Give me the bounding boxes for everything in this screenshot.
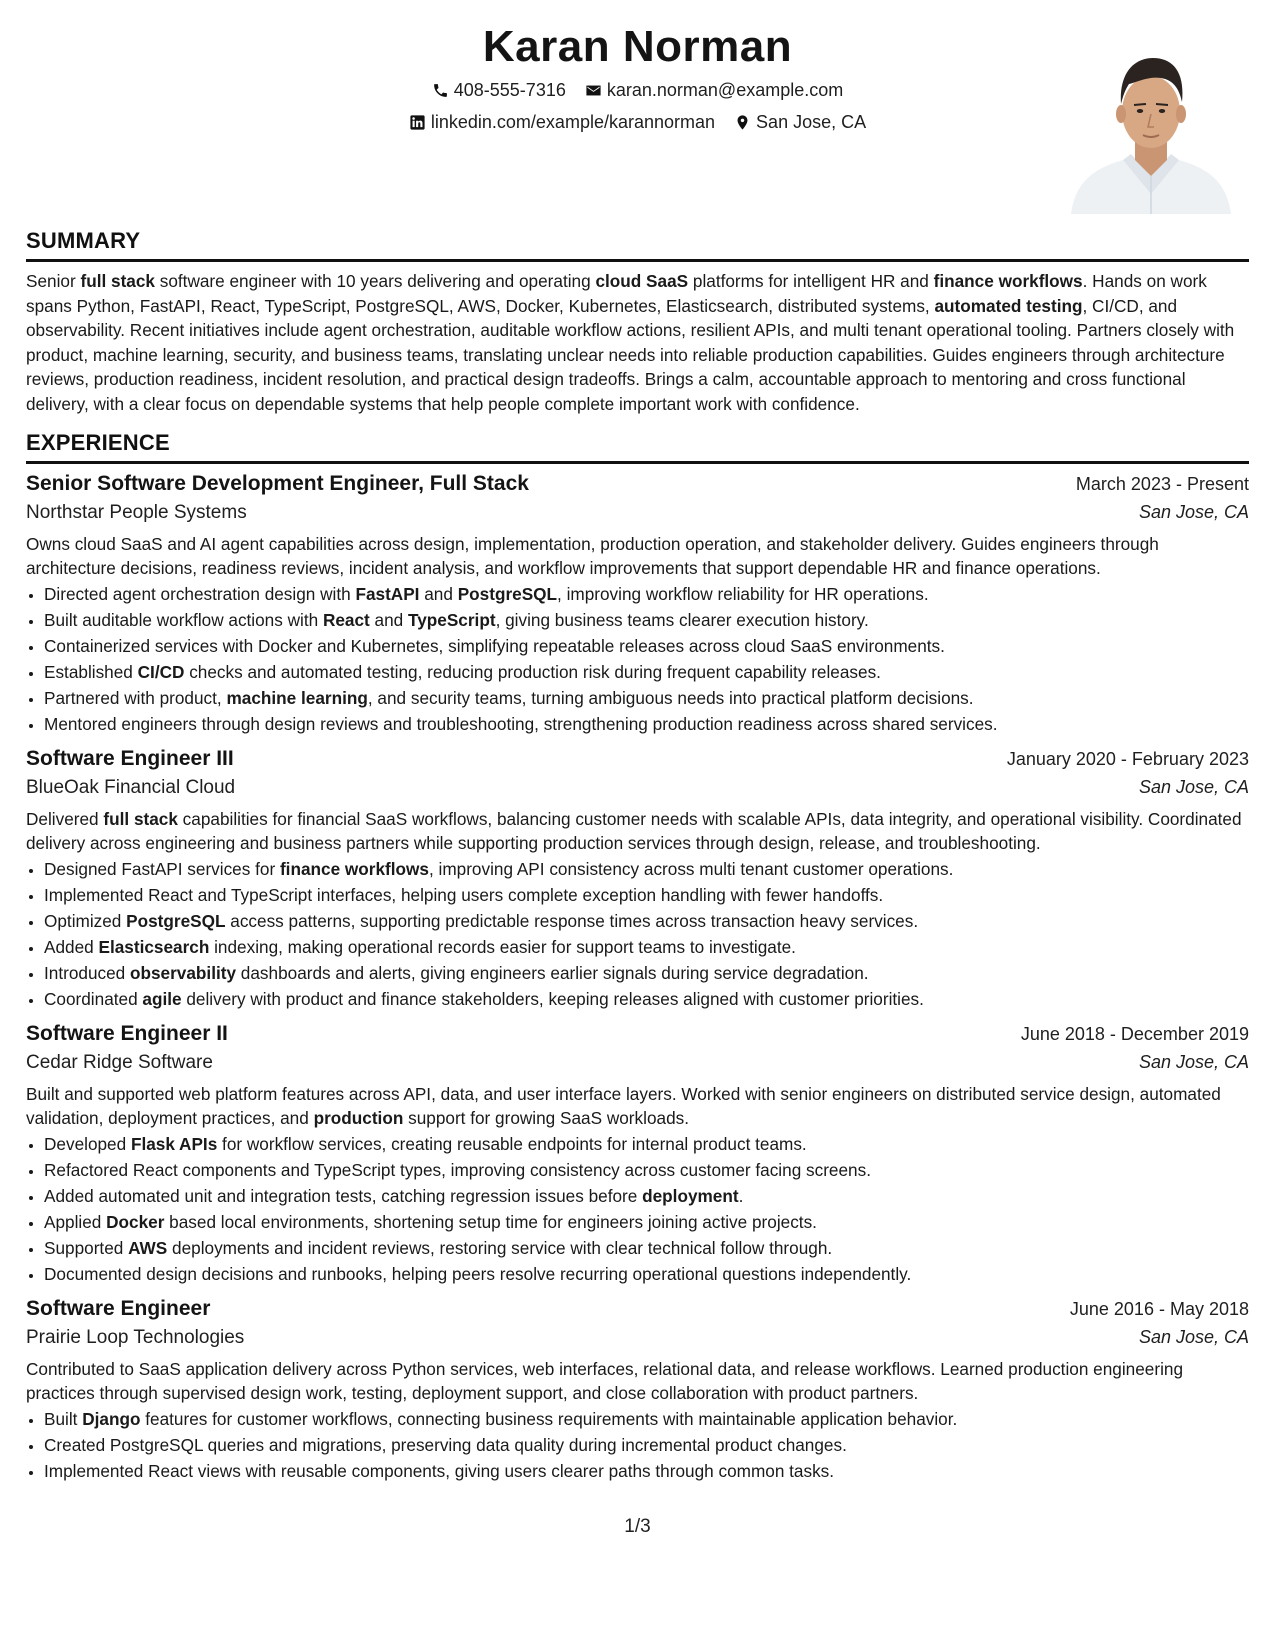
achievement-bullet bbox=[44, 1131, 1249, 1157]
job-description bbox=[26, 533, 1249, 580]
bold-keyword: production bbox=[313, 1107, 404, 1128]
text-run: Coordinated bbox=[44, 989, 143, 1009]
achievement-bullet bbox=[44, 1183, 1249, 1209]
summary-text bbox=[26, 269, 1249, 416]
text-run: Refactored React components and TypeScript types, improving consistency across customer facing screens. bbox=[44, 1160, 871, 1180]
text-run: Supported bbox=[44, 1238, 129, 1258]
location-text: San Jose, CA bbox=[756, 112, 867, 132]
bold-keyword: FastAPI bbox=[355, 584, 420, 604]
bold-keyword: React bbox=[322, 610, 370, 630]
job-description bbox=[26, 1358, 1249, 1405]
bold-keyword: deployment bbox=[642, 1186, 739, 1206]
text-run: Built and supported web platform features across API, data, and user interface layers. Worked with senior engineers on distributed service design, automated validation, deployment practices, and bbox=[26, 1084, 1221, 1128]
text-run: Senior bbox=[26, 271, 81, 291]
text-run: Established bbox=[44, 662, 138, 682]
bold-keyword: observability bbox=[130, 963, 237, 983]
text-run: , improving API consistency across multi tenant customer operations. bbox=[428, 859, 954, 879]
achievement-bullet bbox=[44, 908, 1249, 934]
linkedin-item[interactable] bbox=[409, 112, 715, 133]
text-run: deployments and incident reviews, restoring service with clear technical follow through. bbox=[167, 1238, 833, 1258]
achievement-bullet bbox=[44, 581, 1249, 607]
text-run: for workflow services, creating reusable endpoints for internal product teams. bbox=[217, 1134, 807, 1154]
text-run: Created PostgreSQL queries and migrations, preserving data quality during incremental product changes. bbox=[44, 1435, 847, 1455]
email-text[interactable]: karan.norman@example.com bbox=[606, 80, 844, 100]
bold-keyword: PostgreSQL bbox=[126, 911, 226, 931]
company-row bbox=[26, 502, 1249, 524]
achievement-bullet bbox=[44, 633, 1249, 659]
achievement-list bbox=[26, 1131, 1249, 1287]
text-run: Optimized bbox=[44, 911, 127, 931]
text-run: Introduced bbox=[44, 963, 130, 983]
company-name: BlueOak Financial Cloud bbox=[26, 777, 236, 798]
achievement-bullet bbox=[44, 1235, 1249, 1261]
company-row bbox=[26, 1327, 1249, 1349]
job-location: San Jose, CA bbox=[1138, 1052, 1249, 1072]
company-name: Northstar People Systems bbox=[26, 502, 247, 523]
bold-keyword: CI/CD bbox=[137, 662, 185, 682]
company-name: Prairie Loop Technologies bbox=[26, 1327, 245, 1348]
text-run: Built bbox=[44, 1409, 83, 1429]
text-run: Designed FastAPI services for bbox=[44, 859, 280, 879]
achievement-bullet bbox=[44, 1157, 1249, 1183]
bold-keyword: finance workflows bbox=[933, 271, 1083, 291]
resume-page bbox=[26, 0, 1249, 1484]
text-run: and bbox=[419, 584, 458, 604]
job-dates: June 2016 - May 2018 bbox=[1069, 1299, 1249, 1319]
text-run: , giving business teams clearer execution history. bbox=[495, 610, 869, 630]
text-run: , improving workflow reliability for HR operations. bbox=[557, 584, 929, 604]
job-title-row bbox=[26, 747, 1249, 771]
bold-keyword: automated testing bbox=[934, 295, 1083, 316]
text-run: delivery with product and finance stakeholders, keeping releases aligned with customer priorities. bbox=[181, 989, 924, 1009]
text-run: access patterns, supporting predictable response times across transaction heavy services. bbox=[225, 911, 919, 931]
text-run: , and security teams, turning ambiguous needs into practical platform decisions. bbox=[367, 688, 974, 708]
text-run: Implemented React views with reusable components, giving users clearer paths through common tasks. bbox=[44, 1461, 835, 1481]
achievement-bullet bbox=[44, 711, 1249, 737]
job-entry bbox=[26, 747, 1249, 1012]
job-entry bbox=[26, 472, 1249, 737]
text-run: . bbox=[738, 1186, 744, 1206]
bold-keyword: Django bbox=[82, 1409, 141, 1429]
text-run: Added bbox=[44, 937, 99, 957]
location-item bbox=[734, 112, 866, 133]
text-run: Contributed to SaaS application delivery across Python services, web interfaces, relational data, and release workflows. Learned production engineering practices through supervised design work, testing, deployment support, and close collaboration with product partners. bbox=[26, 1359, 1184, 1403]
resume-header bbox=[26, 0, 1249, 214]
text-run: , CI/CD, and observability. Recent initiatives include agent orchestration, auditable workflow actions, resilient APIs, and multi tenant operational tooling. Partners closely with product, machine learning, security, and business teams, translating unclear needs into reliable production capabilities. Guides engineers through architecture reviews, production readiness, incident resolution, and practical design tradeoffs. Brings a calm, accountable approach to mentoring and cross functional delivery, with a clear focus on dependable systems that help people complete important work with confidence. bbox=[26, 295, 1235, 414]
achievement-list bbox=[26, 856, 1249, 1012]
company-name: Cedar Ridge Software bbox=[26, 1052, 213, 1073]
job-entry bbox=[26, 1022, 1249, 1287]
bold-keyword: AWS bbox=[128, 1238, 168, 1258]
achievement-bullet bbox=[44, 1209, 1249, 1235]
text-run: Built auditable workflow actions with bbox=[44, 610, 323, 630]
envelope-icon bbox=[585, 82, 602, 99]
linkedin-icon bbox=[409, 114, 426, 131]
bold-keyword: TypeScript bbox=[408, 610, 496, 630]
bold-keyword: full stack bbox=[103, 809, 178, 829]
experience-heading: EXPERIENCE bbox=[26, 430, 1249, 464]
phone-icon bbox=[432, 82, 449, 99]
achievement-bullet bbox=[44, 1432, 1249, 1458]
text-run: Containerized services with Docker and Kubernetes, simplifying repeatable releases across cloud SaaS environments. bbox=[44, 636, 945, 656]
achievement-bullet bbox=[44, 882, 1249, 908]
text-run: checks and automated testing, reducing production risk during frequent capability releases. bbox=[184, 662, 881, 682]
achievement-list bbox=[26, 1406, 1249, 1484]
job-title: Software Engineer III bbox=[26, 747, 234, 770]
job-title-row bbox=[26, 1022, 1249, 1046]
bold-keyword: agile bbox=[142, 989, 182, 1009]
achievement-list bbox=[26, 581, 1249, 737]
achievement-bullet bbox=[44, 1261, 1249, 1287]
text-run: Owns cloud SaaS and AI agent capabilities across design, implementation, production operation, and stakeholder delivery. Guides engineers through architecture decisions, readiness reviews, incident analysis, and workflow improvements that support dependable HR and finance operations. bbox=[26, 534, 1159, 578]
achievement-bullet bbox=[44, 986, 1249, 1012]
job-title: Software Engineer II bbox=[26, 1022, 228, 1045]
company-row bbox=[26, 777, 1249, 799]
text-run: Applied bbox=[44, 1212, 107, 1232]
experience-section bbox=[26, 430, 1249, 1484]
summary-section bbox=[26, 228, 1249, 416]
bold-keyword: finance workflows bbox=[279, 859, 429, 879]
text-run: features for customer workflows, connecting business requirements with maintainable application behavior. bbox=[140, 1409, 958, 1429]
achievement-bullet bbox=[44, 960, 1249, 986]
text-run: Documented design decisions and runbooks, helping peers resolve recurring operational questions independently. bbox=[44, 1264, 912, 1284]
summary-heading: SUMMARY bbox=[26, 228, 1249, 262]
text-run: Partnered with product, bbox=[44, 688, 227, 708]
job-list bbox=[26, 472, 1249, 1484]
bold-keyword: Docker bbox=[106, 1212, 165, 1232]
job-location: San Jose, CA bbox=[1138, 777, 1249, 797]
candidate-name: Karan Norman bbox=[482, 22, 793, 71]
map-pin-icon bbox=[734, 114, 751, 131]
job-entry bbox=[26, 1297, 1249, 1484]
job-location: San Jose, CA bbox=[1138, 1327, 1249, 1347]
achievement-bullet bbox=[44, 659, 1249, 685]
company-row bbox=[26, 1052, 1249, 1074]
job-dates: January 2020 - February 2023 bbox=[1006, 749, 1249, 769]
job-title-row bbox=[26, 1297, 1249, 1321]
job-dates: March 2023 - Present bbox=[1075, 474, 1249, 494]
text-run: indexing, making operational records easier for support teams to investigate. bbox=[209, 937, 796, 957]
text-run: Delivered bbox=[26, 809, 104, 829]
text-run: Implemented React and TypeScript interfaces, helping users complete exception handling with fewer handoffs. bbox=[44, 885, 884, 905]
achievement-bullet bbox=[44, 607, 1249, 633]
achievement-bullet bbox=[44, 1406, 1249, 1432]
achievement-bullet bbox=[44, 934, 1249, 960]
text-run: support for growing SaaS workloads. bbox=[403, 1107, 689, 1128]
bold-keyword: Elasticsearch bbox=[98, 937, 210, 957]
linkedin-text[interactable]: linkedin.com/example/karannorman bbox=[430, 112, 716, 132]
text-run: platforms for intelligent HR and bbox=[688, 271, 934, 291]
bold-keyword: Flask APIs bbox=[130, 1134, 218, 1154]
text-run: Mentored engineers through design reviews and troubleshooting, strengthening production readiness across shared services. bbox=[44, 714, 998, 734]
text-run: dashboards and alerts, giving engineers earlier signals during service degradation. bbox=[236, 963, 869, 983]
page-number: 1/3 bbox=[624, 1516, 651, 1537]
job-description bbox=[26, 808, 1249, 855]
job-title: Software Engineer bbox=[26, 1297, 211, 1320]
text-run: Developed bbox=[44, 1134, 131, 1154]
achievement-bullet bbox=[44, 856, 1249, 882]
job-location: San Jose, CA bbox=[1138, 502, 1249, 522]
profile-photo bbox=[1061, 34, 1241, 214]
achievement-bullet bbox=[44, 1458, 1249, 1484]
email-item[interactable] bbox=[585, 80, 843, 101]
text-run: . Hands on work spans Python, FastAPI, React, TypeScript, PostgreSQL, AWS, Docker, Kubernetes, Elasticsearch, distributed systems, bbox=[26, 271, 1207, 316]
text-run: and bbox=[369, 610, 408, 630]
job-dates: June 2018 - December 2019 bbox=[1020, 1024, 1249, 1044]
text-run: Added automated unit and integration tests, catching regression issues before bbox=[44, 1186, 643, 1206]
bold-keyword: machine learning bbox=[226, 688, 368, 708]
text-run: Directed agent orchestration design with bbox=[44, 584, 356, 604]
text-run: capabilities for financial SaaS workflows, balancing customer needs with scalable APIs, data integrity, and operational visibility. Coordinated delivery across engineering and business partners while supporting production services through design, release, and troubleshooting. bbox=[26, 809, 1242, 853]
job-title-row bbox=[26, 472, 1249, 496]
bold-keyword: PostgreSQL bbox=[457, 584, 558, 604]
phone-text: 408-555-7316 bbox=[453, 80, 566, 100]
job-title: Senior Software Development Engineer, Full Stack bbox=[26, 472, 529, 495]
achievement-bullet bbox=[44, 685, 1249, 711]
text-run: software engineer with 10 years delivering and operating bbox=[154, 271, 596, 291]
phone-item bbox=[432, 80, 566, 101]
text-run: based local environments, shortening setup time for engineers joining active projects. bbox=[164, 1212, 817, 1232]
job-description bbox=[26, 1083, 1249, 1130]
bold-keyword: full stack bbox=[80, 271, 155, 291]
bold-keyword: cloud SaaS bbox=[595, 271, 689, 291]
